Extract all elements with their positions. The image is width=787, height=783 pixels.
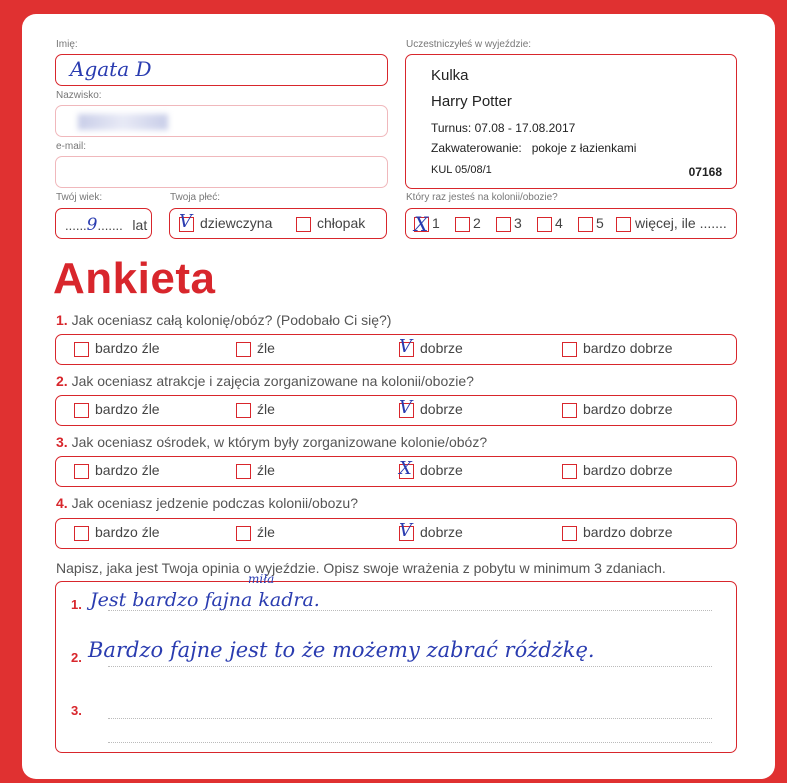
rating-option-bad[interactable]: źle	[236, 462, 275, 479]
times-option-2[interactable]: 2	[455, 215, 481, 232]
rating-row-2	[55, 395, 737, 426]
rating-option-good[interactable]: V dobrze	[399, 519, 463, 541]
rating-option-very-good[interactable]: bardzo dobrze	[562, 524, 673, 541]
checkbox[interactable]	[578, 217, 593, 232]
check-mark: V	[399, 396, 412, 418]
trip-label: Uczestniczyłeś w wyjeździe:	[406, 39, 532, 50]
times-label: Który raz jesteś na kolonii/obozie?	[406, 192, 558, 203]
gender-option-girl[interactable]: V dziewczyna	[179, 210, 273, 232]
checkbox[interactable]	[74, 526, 89, 541]
opinion-correction: miła	[248, 572, 275, 586]
checkbox[interactable]	[296, 217, 311, 232]
rating-option-good[interactable]: V dobrze	[399, 335, 463, 357]
cross-mark: X	[414, 211, 429, 236]
checkbox[interactable]	[562, 403, 577, 418]
trip-name: Kulka	[431, 67, 469, 84]
checkbox[interactable]	[399, 335, 414, 357]
trip-accommodation: Zakwaterowanie: pokoje z łazienkami	[431, 141, 637, 155]
question-4: 4. Jak oceniasz jedzenie podczas kolonii/obozu?	[56, 495, 358, 511]
checkbox[interactable]	[455, 217, 470, 232]
age-value: 9	[86, 215, 98, 235]
email-field[interactable]	[55, 156, 388, 188]
age-label: Twój wiek:	[56, 192, 103, 203]
trip-number: 07168	[688, 165, 722, 179]
opinion-line-number-3: 3.	[71, 703, 82, 718]
rating-option-very-good[interactable]: bardzo dobrze	[562, 340, 673, 357]
trip-turnus: Turnus: 07.08 - 17.08.2017	[431, 121, 576, 135]
survey-sheet	[22, 14, 775, 779]
question-3: 3. Jak oceniasz ośrodek, w którym były zorganizowane kolonie/obóz?	[56, 434, 488, 450]
writing-line	[108, 718, 712, 719]
checkbox[interactable]	[616, 217, 631, 232]
checkbox[interactable]	[562, 342, 577, 357]
checkbox[interactable]	[179, 210, 194, 232]
checkbox[interactable]	[562, 526, 577, 541]
surname-label: Nazwisko:	[56, 90, 102, 101]
name-label: Imię:	[56, 39, 78, 50]
name-field[interactable]	[55, 54, 388, 86]
rating-row-3	[55, 456, 737, 487]
writing-line	[108, 742, 712, 743]
checkbox[interactable]	[399, 457, 414, 479]
times-option-5[interactable]: 5	[578, 215, 604, 232]
gender-label: Twoja płeć:	[170, 192, 221, 203]
trip-theme: Harry Potter	[431, 93, 512, 110]
rating-option-very-bad[interactable]: bardzo źle	[74, 524, 160, 541]
checkbox[interactable]	[496, 217, 511, 232]
check-mark: V	[399, 519, 412, 541]
times-option-4[interactable]: 4	[537, 215, 563, 232]
age-unit: lat	[132, 217, 148, 233]
redacted-surname	[78, 114, 168, 130]
rating-row-1	[55, 334, 737, 365]
checkbox[interactable]	[399, 396, 414, 418]
opinion-line-number-2: 2.	[71, 650, 82, 665]
checkbox[interactable]	[399, 519, 414, 541]
times-option-3[interactable]: 3	[496, 215, 522, 232]
checkbox[interactable]	[562, 464, 577, 479]
check-mark: V	[179, 210, 192, 232]
trip-code: KUL 05/08/1	[431, 164, 492, 176]
checkbox[interactable]	[236, 526, 251, 541]
opinion-line-number-1: 1.	[71, 597, 82, 612]
opinion-field[interactable]	[55, 572, 737, 753]
rating-option-bad[interactable]: źle	[236, 401, 275, 418]
checkbox[interactable]	[236, 342, 251, 357]
times-option-1[interactable]: X 1	[414, 211, 440, 236]
rating-option-very-bad[interactable]: bardzo źle	[74, 340, 160, 357]
question-2: 2. Jak oceniasz atrakcje i zajęcia zorganizowane na kolonii/obozie?	[56, 373, 474, 389]
rating-option-bad[interactable]: źle	[236, 524, 275, 541]
rating-option-very-bad[interactable]: bardzo źle	[74, 401, 160, 418]
rating-option-very-good[interactable]: bardzo dobrze	[562, 462, 673, 479]
name-value: Agata D	[70, 57, 152, 81]
checkbox[interactable]	[74, 342, 89, 357]
check-mark: V	[399, 335, 412, 357]
trip-info-box	[405, 54, 737, 189]
email-label: e-mail:	[56, 141, 87, 152]
opinion-line-1: Jest bardzo fajna kadra.	[90, 589, 320, 611]
times-field	[405, 208, 737, 239]
age-field[interactable]	[55, 208, 152, 239]
surname-field[interactable]	[55, 105, 388, 137]
rating-option-bad[interactable]: źle	[236, 340, 275, 357]
rating-option-very-bad[interactable]: bardzo źle	[74, 462, 160, 479]
opinion-line-2: Bardzo fajne jest to że możemy zabrać różdżkę.	[88, 638, 595, 662]
checkbox[interactable]	[74, 464, 89, 479]
check-mark: X	[399, 457, 412, 479]
checkbox[interactable]	[537, 217, 552, 232]
age-dots-after: .......	[97, 218, 123, 233]
rating-option-good[interactable]: V dobrze	[399, 396, 463, 418]
opinion-prompt: Napisz, jaka jest Twoja opinia o wyjeździe. Opisz swoje wrażenia z pobytu w minimum 3 zdaniach.	[56, 560, 666, 576]
age-dots-before: ......	[65, 218, 87, 233]
gender-field	[169, 208, 387, 239]
writing-line	[108, 666, 712, 667]
checkbox[interactable]	[236, 403, 251, 418]
times-option-more[interactable]: więcej, ile .......	[616, 215, 727, 232]
survey-title: Ankieta	[53, 254, 216, 303]
checkbox[interactable]	[236, 464, 251, 479]
gender-option-boy[interactable]: chłopak	[296, 215, 365, 232]
rating-option-good[interactable]: X dobrze	[399, 457, 463, 479]
rating-row-4	[55, 518, 737, 549]
question-1: 1. Jak oceniasz całą kolonię/obóz? (Podobało Ci się?)	[56, 312, 392, 328]
rating-option-very-good[interactable]: bardzo dobrze	[562, 401, 673, 418]
checkbox[interactable]	[74, 403, 89, 418]
